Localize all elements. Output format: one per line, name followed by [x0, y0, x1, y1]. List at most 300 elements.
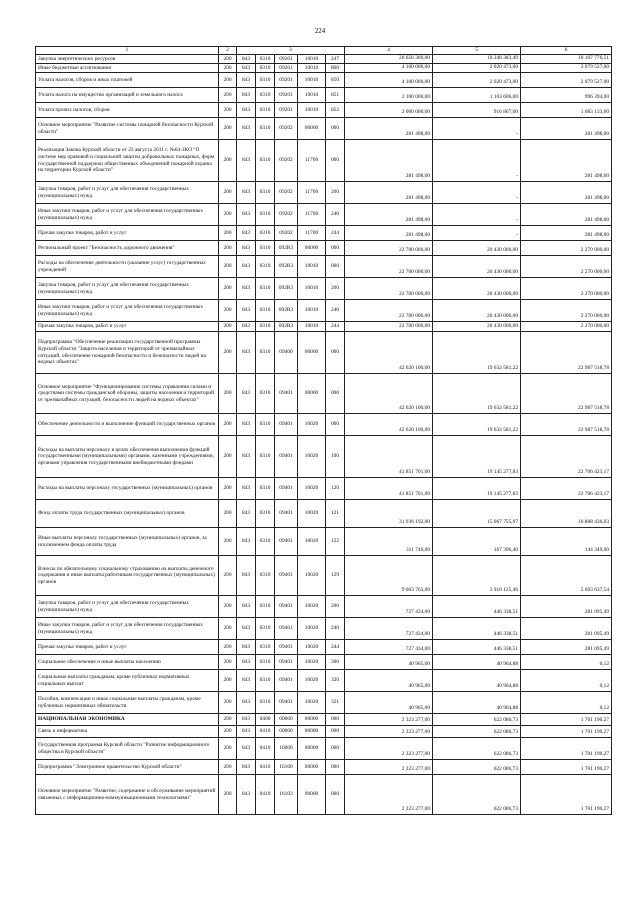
code-section: 0310	[256, 478, 275, 500]
table-row	[36, 478, 612, 500]
code-expense-type: 320	[326, 670, 345, 692]
code-grbs: 843	[237, 118, 256, 140]
code-direction: 00000	[298, 760, 326, 775]
value-executed: 622 086,73	[433, 760, 521, 775]
code-expense-type: 122	[326, 528, 345, 556]
code-admin: 200	[219, 118, 237, 140]
code-section: 0310	[256, 374, 275, 414]
code-grbs: 843	[237, 140, 256, 182]
code-section: 0310	[256, 618, 275, 640]
code-expense-type: 800	[326, 64, 345, 73]
code-target: 09201	[275, 64, 298, 73]
code-direction: 10010	[298, 103, 326, 118]
value-remaining: 22 987 518,78	[521, 414, 612, 436]
value-remaining: 2 270 000,00	[521, 300, 612, 322]
table-row	[36, 88, 612, 103]
value-approved: 20 656 360,00	[345, 55, 433, 64]
row-name: Обеспечение деятельности и выполнение функций государственных органов	[36, 414, 219, 436]
row-name: Основное мероприятие "Развитие, содержание и обслуживание мероприятий связанных с информационно-коммуникационными технологиями"	[36, 775, 219, 815]
value-remaining: 281 498,00	[521, 140, 612, 182]
value-executed: 19 632 581,22	[433, 374, 521, 414]
value-approved: 2 000 000,00	[345, 103, 433, 118]
code-section: 0310	[256, 655, 275, 670]
code-section: 0310	[256, 256, 275, 278]
row-name: Социальные выплаты гражданам, кроме публичных нормативных социальных выплат	[36, 670, 219, 692]
code-grbs: 843	[237, 64, 256, 73]
value-approved: 2 323 277,00	[345, 775, 433, 815]
value-remaining: 996 394,00	[521, 88, 612, 103]
code-target: 09202	[275, 226, 298, 241]
value-remaining: 2 270 000,00	[521, 278, 612, 300]
row-name: Уплата прочих налогов, сборов	[36, 103, 219, 118]
row-name: Закупка энергетических ресурсов	[36, 55, 219, 64]
row-name: Расходы на выплаты персоналу государственных (муниципальных) органов	[36, 478, 219, 500]
table-row	[36, 103, 612, 118]
code-expense-type: 000	[326, 714, 345, 726]
row-name: Региональный проект "Безопасность дорожного движения"	[36, 241, 219, 256]
value-approved: 40 965,00	[345, 670, 433, 692]
row-name: Подпрограмма "Электронное правительство Курской области"	[36, 760, 219, 775]
code-target: 09201	[275, 88, 298, 103]
value-remaining: 1 701 190,27	[521, 738, 612, 760]
table-row	[36, 322, 612, 332]
value-approved: 22 700 000,00	[345, 241, 433, 256]
table-row	[36, 64, 612, 73]
code-admin: 200	[219, 738, 237, 760]
code-target: 00000	[275, 726, 298, 738]
code-section: 0410	[256, 726, 275, 738]
header-col-3: 3	[237, 47, 345, 55]
header-col-1: 1	[36, 47, 219, 55]
code-grbs: 843	[237, 556, 256, 596]
table-row	[36, 182, 612, 204]
code-expense-type: 200	[326, 596, 345, 618]
code-section: 0310	[256, 182, 275, 204]
table-row	[36, 256, 612, 278]
code-direction: 00000	[298, 775, 326, 815]
code-admin: 200	[219, 714, 237, 726]
value-approved: 4 100 000,00	[345, 73, 433, 88]
code-admin: 200	[219, 556, 237, 596]
code-direction: 10020	[298, 640, 326, 655]
value-approved: 281 498,00	[345, 182, 433, 204]
code-target: 09202	[275, 140, 298, 182]
code-direction: 10020	[298, 655, 326, 670]
code-section: 0310	[256, 640, 275, 655]
value-executed: 40 964,88	[433, 692, 521, 714]
code-expense-type: 200	[326, 278, 345, 300]
value-remaining: 2 270 000,00	[521, 322, 612, 332]
code-admin: 200	[219, 278, 237, 300]
code-section: 0310	[256, 278, 275, 300]
value-executed: 446 338,51	[433, 640, 521, 655]
code-grbs: 843	[237, 332, 256, 374]
code-section: 0310	[256, 204, 275, 226]
code-section: 0310	[256, 332, 275, 374]
value-approved: 42 620 100,00	[345, 332, 433, 374]
code-target: 09201	[275, 103, 298, 118]
value-executed: 622 086,73	[433, 726, 521, 738]
table-row	[36, 241, 612, 256]
value-approved: 40 965,00	[345, 655, 433, 670]
value-executed: 19 632 581,22	[433, 414, 521, 436]
table-row	[36, 278, 612, 300]
value-executed: 622 086,73	[433, 714, 521, 726]
code-admin: 200	[219, 640, 237, 655]
code-expense-type: 244	[326, 322, 345, 332]
value-approved: 40 965,00	[345, 692, 433, 714]
value-remaining: 22 706 423,17	[521, 436, 612, 478]
code-target: 09201	[275, 55, 298, 64]
value-executed: 40 964,88	[433, 670, 521, 692]
code-expense-type: 000	[326, 775, 345, 815]
code-target: 092R3	[275, 278, 298, 300]
value-executed: 20 430 000,00	[433, 322, 521, 332]
code-grbs: 843	[237, 55, 256, 64]
row-name: Фонд оплаты труда государственных (муниципальных) органов	[36, 500, 219, 528]
code-target: 16100	[275, 760, 298, 775]
table-row	[36, 332, 612, 374]
code-section: 0310	[256, 692, 275, 714]
code-direction: 00000	[298, 726, 326, 738]
code-grbs: 843	[237, 103, 256, 118]
code-target: 09202	[275, 118, 298, 140]
table-row	[36, 692, 612, 714]
code-section: 0310	[256, 118, 275, 140]
value-executed: 20 430 000,00	[433, 300, 521, 322]
code-target: 09401	[275, 500, 298, 528]
value-executed: 15 067 755,97	[433, 500, 521, 528]
value-executed: 3 910 125,46	[433, 556, 521, 596]
value-executed: 446 338,51	[433, 596, 521, 618]
code-admin: 200	[219, 478, 237, 500]
row-name: Иные бюджетные ассигнования	[36, 64, 219, 73]
value-approved: 281 498,00	[345, 226, 433, 241]
code-admin: 200	[219, 55, 237, 64]
table-row	[36, 556, 612, 596]
table-row	[36, 596, 612, 618]
code-admin: 200	[219, 322, 237, 332]
code-expense-type: 000	[326, 374, 345, 414]
row-name: НАЦИОНАЛЬНАЯ ЭКОНОМИКА	[36, 714, 219, 726]
code-expense-type: 000	[326, 414, 345, 436]
value-executed: 20 430 000,00	[433, 278, 521, 300]
value-remaining: 281 095,49	[521, 596, 612, 618]
code-admin: 200	[219, 500, 237, 528]
code-admin: 200	[219, 256, 237, 278]
code-target: 09401	[275, 528, 298, 556]
code-target: 16103	[275, 775, 298, 815]
code-direction: 10010	[298, 256, 326, 278]
code-section: 0410	[256, 738, 275, 760]
row-name: Государственная программа Курской области "Развитие информационного общества в Курской области"	[36, 738, 219, 760]
row-name: Иные закупки товаров, работ и услуг для обеспечения государственных (муниципальных) нужд	[36, 204, 219, 226]
code-direction: 00000	[298, 738, 326, 760]
code-target: 092R3	[275, 256, 298, 278]
code-section: 0410	[256, 760, 275, 775]
code-target: 09401	[275, 618, 298, 640]
code-grbs: 843	[237, 204, 256, 226]
code-grbs: 843	[237, 300, 256, 322]
code-section: 0310	[256, 322, 275, 332]
value-executed: -	[433, 226, 521, 241]
code-section: 0400	[256, 714, 275, 726]
value-remaining: 0,12	[521, 692, 612, 714]
value-approved: 22 700 000,00	[345, 322, 433, 332]
row-name: Прочая закупка товаров, работ и услуг	[36, 322, 219, 332]
code-section: 0310	[256, 140, 275, 182]
code-target: 09401	[275, 692, 298, 714]
code-admin: 200	[219, 528, 237, 556]
row-name: Взносы по обязательному социальному страхованию на выплаты денежного содержания и иные выплаты работникам государственных (муниципальных) органов	[36, 556, 219, 596]
code-grbs: 843	[237, 256, 256, 278]
code-grbs: 843	[237, 322, 256, 332]
table-row	[36, 73, 612, 88]
table-row	[36, 726, 612, 738]
code-section: 0310	[256, 414, 275, 436]
code-grbs: 843	[237, 528, 256, 556]
value-executed: 622 086,73	[433, 775, 521, 815]
code-admin: 200	[219, 226, 237, 241]
code-admin: 200	[219, 726, 237, 738]
value-approved: 22 700 000,00	[345, 278, 433, 300]
table-row	[36, 374, 612, 414]
table-row	[36, 618, 612, 640]
code-expense-type: 000	[326, 118, 345, 140]
value-approved: 2 323 277,00	[345, 726, 433, 738]
value-executed: 446 338,51	[433, 618, 521, 640]
code-expense-type: 852	[326, 103, 345, 118]
value-executed: 19 145 277,83	[433, 478, 521, 500]
code-direction: 10020	[298, 556, 326, 596]
code-direction: 10020	[298, 692, 326, 714]
code-expense-type: 000	[326, 760, 345, 775]
value-executed: 20 430 000,00	[433, 241, 521, 256]
code-admin: 200	[219, 103, 237, 118]
code-section: 0310	[256, 55, 275, 64]
code-target: 092R3	[275, 241, 298, 256]
value-remaining: 1 083 133,00	[521, 103, 612, 118]
code-grbs: 843	[237, 655, 256, 670]
code-expense-type: 000	[326, 256, 345, 278]
table-row	[36, 140, 612, 182]
code-grbs: 843	[237, 88, 256, 103]
code-section: 0310	[256, 226, 275, 241]
value-executed: 2 020 473,00	[433, 64, 521, 73]
table-row	[36, 55, 612, 64]
value-executed: 167 396,40	[433, 528, 521, 556]
code-expense-type: 244	[326, 640, 345, 655]
value-remaining: 10 107 776,51	[521, 55, 612, 64]
code-expense-type: 244	[326, 226, 345, 241]
code-target: 09401	[275, 640, 298, 655]
table-row	[36, 118, 612, 140]
code-direction: 10020	[298, 596, 326, 618]
value-approved: 281 498,00	[345, 118, 433, 140]
value-executed: -	[433, 140, 521, 182]
code-admin: 200	[219, 760, 237, 775]
code-admin: 200	[219, 88, 237, 103]
value-remaining: 1 701 190,27	[521, 775, 612, 815]
code-expense-type: 000	[326, 738, 345, 760]
code-admin: 200	[219, 64, 237, 73]
table-row	[36, 436, 612, 478]
code-direction: 11700	[298, 226, 326, 241]
code-admin: 200	[219, 692, 237, 714]
value-approved: 2 323 277,00	[345, 714, 433, 726]
code-target: 09401	[275, 436, 298, 478]
value-approved: 31 936 192,00	[345, 500, 433, 528]
header-col-6: 6	[521, 47, 612, 55]
value-approved: 41 851 701,00	[345, 478, 433, 500]
code-grbs: 843	[237, 618, 256, 640]
row-name: Расходы на выплаты персоналу в целях обеспечения выполнения функций государственными (муниципальными) органами, казенными учреждениями, органами управления государственными внебюджетными фондами	[36, 436, 219, 478]
row-name: Уплата налога на имущество организаций и земельного налога	[36, 88, 219, 103]
code-target: 09401	[275, 374, 298, 414]
value-executed: 916 867,00	[433, 103, 521, 118]
code-section: 0310	[256, 556, 275, 596]
value-remaining: 2 270 000,00	[521, 241, 612, 256]
value-approved: 2 323 277,00	[345, 738, 433, 760]
code-direction: 10010	[298, 64, 326, 73]
value-remaining: 1 701 190,27	[521, 760, 612, 775]
code-expense-type: 120	[326, 478, 345, 500]
code-admin: 200	[219, 596, 237, 618]
code-section: 0310	[256, 500, 275, 528]
value-remaining: 16 868 436,03	[521, 500, 612, 528]
row-name: Прочая закупка товаров, работ и услуг	[36, 640, 219, 655]
code-direction: 10020	[298, 618, 326, 640]
value-approved: 42 620 100,00	[345, 414, 433, 436]
table-row	[36, 226, 612, 241]
code-section: 0310	[256, 528, 275, 556]
header-row	[36, 47, 612, 55]
code-grbs: 843	[237, 241, 256, 256]
code-grbs: 843	[237, 182, 256, 204]
value-executed: 10 348 383,49	[433, 55, 521, 64]
row-name: Основное мероприятие "Развитие системы пожарной безопасности Курской области"	[36, 118, 219, 140]
table-row	[36, 670, 612, 692]
code-target: 09401	[275, 670, 298, 692]
code-admin: 200	[219, 182, 237, 204]
code-section: 0310	[256, 670, 275, 692]
code-direction: 11700	[298, 140, 326, 182]
value-executed: -	[433, 182, 521, 204]
code-grbs: 843	[237, 278, 256, 300]
code-expense-type: 247	[326, 55, 345, 64]
table-row	[36, 655, 612, 670]
row-name: Иные закупки товаров, работ и услуг для обеспечения государственных (муниципальных) нужд	[36, 300, 219, 322]
table-row	[36, 775, 612, 815]
code-section: 0310	[256, 73, 275, 88]
code-expense-type: 851	[326, 88, 345, 103]
code-direction: 10020	[298, 414, 326, 436]
code-expense-type: 240	[326, 204, 345, 226]
value-remaining: 0,12	[521, 670, 612, 692]
code-direction: 10020	[298, 670, 326, 692]
value-executed: 19 632 581,22	[433, 332, 521, 374]
value-executed: 19 145 277,83	[433, 436, 521, 478]
code-direction: 11700	[298, 204, 326, 226]
code-section: 0410	[256, 775, 275, 815]
header-col-5: 5	[433, 47, 521, 55]
code-admin: 200	[219, 670, 237, 692]
code-grbs: 843	[237, 478, 256, 500]
code-grbs: 843	[237, 692, 256, 714]
row-name: Пособия, компенсации и иные социальные выплаты гражданам, кроме публичных нормативных обязательств	[36, 692, 219, 714]
value-approved: 727 434,00	[345, 640, 433, 655]
code-expense-type: 000	[326, 140, 345, 182]
code-expense-type: 200	[326, 182, 345, 204]
table-row	[36, 204, 612, 226]
value-remaining: 2 270 000,00	[521, 256, 612, 278]
code-target: 09400	[275, 332, 298, 374]
code-direction: 10020	[298, 500, 326, 528]
code-target: 09401	[275, 414, 298, 436]
code-admin: 200	[219, 374, 237, 414]
row-name: Закупка товаров, работ и услуг для обеспечения государственных (муниципальных) нужд	[36, 596, 219, 618]
code-target: 09201	[275, 73, 298, 88]
value-executed: 2 020 473,00	[433, 73, 521, 88]
code-expense-type: 000	[326, 241, 345, 256]
code-admin: 200	[219, 332, 237, 374]
code-expense-type: 121	[326, 500, 345, 528]
row-name: Закупка товаров, работ и услуг для обеспечения государственных (муниципальных) нужд	[36, 278, 219, 300]
code-section: 0310	[256, 436, 275, 478]
value-approved: 22 700 000,00	[345, 256, 433, 278]
code-target: 09202	[275, 182, 298, 204]
code-grbs: 843	[237, 714, 256, 726]
code-expense-type: 100	[326, 436, 345, 478]
row-name: Расходы на обеспечение деятельности (оказание услуг) государственных учреждений	[36, 256, 219, 278]
value-approved: 727 434,00	[345, 618, 433, 640]
code-direction: 10010	[298, 278, 326, 300]
row-name: Реализация Закона Курской области от 23 августа 2011 г. №64-ЗКО "О системе мер правовой и социальной защиты добровольных пожарных, форм государственной поддержки общественных объединений пожарной охраны на территории Курской области"	[36, 140, 219, 182]
code-target: 09401	[275, 596, 298, 618]
code-section: 0310	[256, 64, 275, 73]
code-section: 0310	[256, 241, 275, 256]
value-approved: 2 100 000,00	[345, 88, 433, 103]
row-name: Закупка товаров, работ и услуг для обеспечения государственных (муниципальных) нужд	[36, 182, 219, 204]
table-row	[36, 500, 612, 528]
code-direction: 10020	[298, 436, 326, 478]
value-remaining: 281 095,49	[521, 618, 612, 640]
code-grbs: 843	[237, 436, 256, 478]
code-grbs: 843	[237, 738, 256, 760]
code-section: 0310	[256, 88, 275, 103]
code-section: 0310	[256, 103, 275, 118]
code-grbs: 843	[237, 640, 256, 655]
value-approved: 311 746,00	[345, 528, 433, 556]
code-direction: 10010	[298, 322, 326, 332]
code-direction: 10010	[298, 88, 326, 103]
value-executed: 1 103 606,00	[433, 88, 521, 103]
code-target: 092R3	[275, 322, 298, 332]
table-row	[36, 640, 612, 655]
value-remaining: 281 498,00	[521, 182, 612, 204]
row-name: Иные закупки товаров, работ и услуг для обеспечения государственных (муниципальных) нужд	[36, 618, 219, 640]
code-direction: 11700	[298, 182, 326, 204]
value-approved: 9 603 763,00	[345, 556, 433, 596]
code-direction: 00000	[298, 241, 326, 256]
value-remaining: 281 498,00	[521, 226, 612, 241]
code-grbs: 843	[237, 73, 256, 88]
row-name: Иные выплаты персоналу государственных (муниципальных) органов, за исключением фонда оплаты труда	[36, 528, 219, 556]
code-direction: 00000	[298, 374, 326, 414]
code-admin: 200	[219, 204, 237, 226]
value-executed: -	[433, 204, 521, 226]
code-expense-type: 000	[326, 332, 345, 374]
